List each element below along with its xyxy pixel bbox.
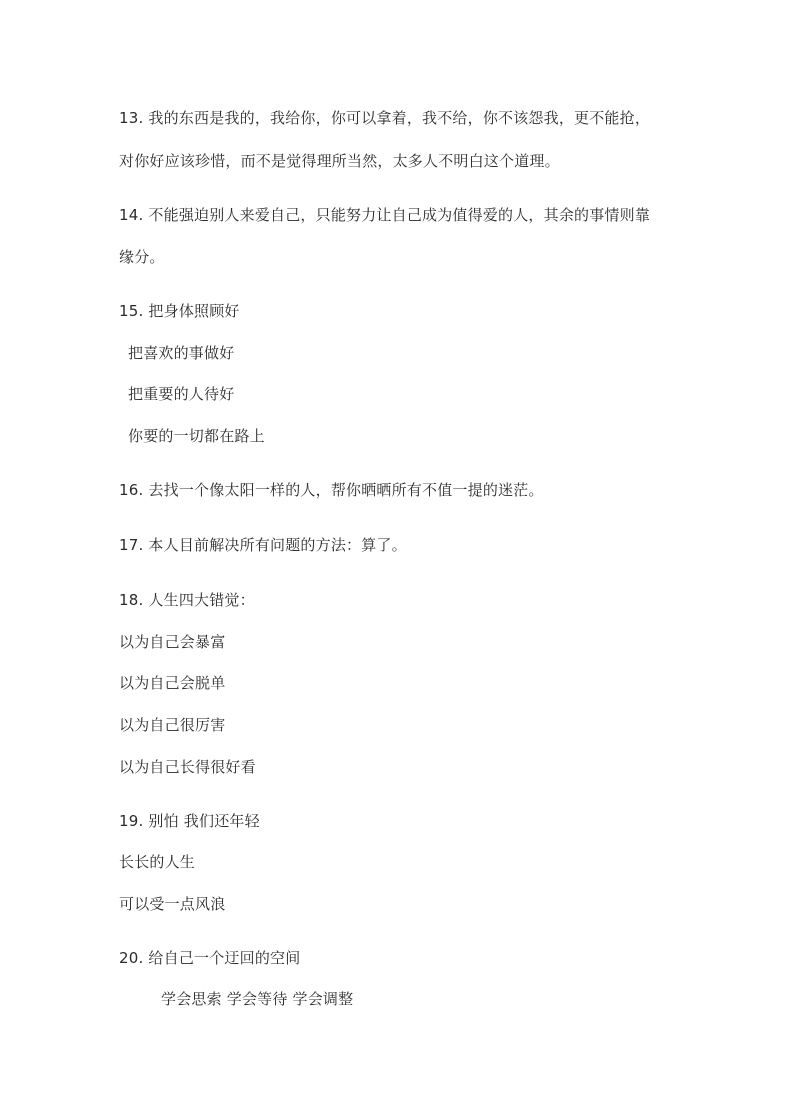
item-15-line-2: 把喜欢的事做好 (128, 344, 235, 362)
item-13-line-2: 对你好应该珍惜，而不是觉得理所当然，太多人不明白这个道理。 (119, 152, 560, 170)
item-13-line-1: 13. 我的东西是我的，我给你，你可以拿着，我不给，你不该怨我，更不能抢， (119, 109, 651, 127)
item-14-line-2: 缘分。 (119, 248, 165, 266)
item-20-line-1: 20. 给自己一个迂回的空间 (119, 949, 301, 967)
item-16-line-1: 16. 去找一个像太阳一样的人，帮你晒晒所有不值一提的迷茫。 (119, 481, 544, 499)
item-18-line-4: 以为自己很厉害 (119, 716, 226, 734)
item-19-line-1: 19. 别怕 我们还年轻 (119, 812, 260, 830)
item-19-line-2: 长长的人生 (119, 853, 196, 871)
item-18-line-3: 以为自己会脱单 (119, 674, 226, 692)
item-18-line-5: 以为自己长得很好看 (119, 758, 256, 776)
item-14-line-1: 14. 不能强迫别人来爱自己，只能努力让自己成为值得爱的人，其余的事情则靠 (119, 206, 651, 224)
item-15-line-4: 你要的一切都在路上 (128, 427, 265, 445)
item-19-line-3: 可以受一点风浪 (119, 895, 226, 913)
item-15-line-3: 把重要的人待好 (128, 385, 235, 403)
item-20-line-2: 学会思索 学会等待 学会调整 (161, 990, 354, 1008)
item-18-line-2: 以为自己会暴富 (119, 633, 226, 651)
item-15-line-1: 15. 把身体照顾好 (119, 302, 240, 320)
item-17-line-1: 17. 本人目前解决所有问题的方法：算了。 (119, 536, 407, 554)
item-18-line-1: 18. 人生四大错觉： (119, 591, 255, 609)
